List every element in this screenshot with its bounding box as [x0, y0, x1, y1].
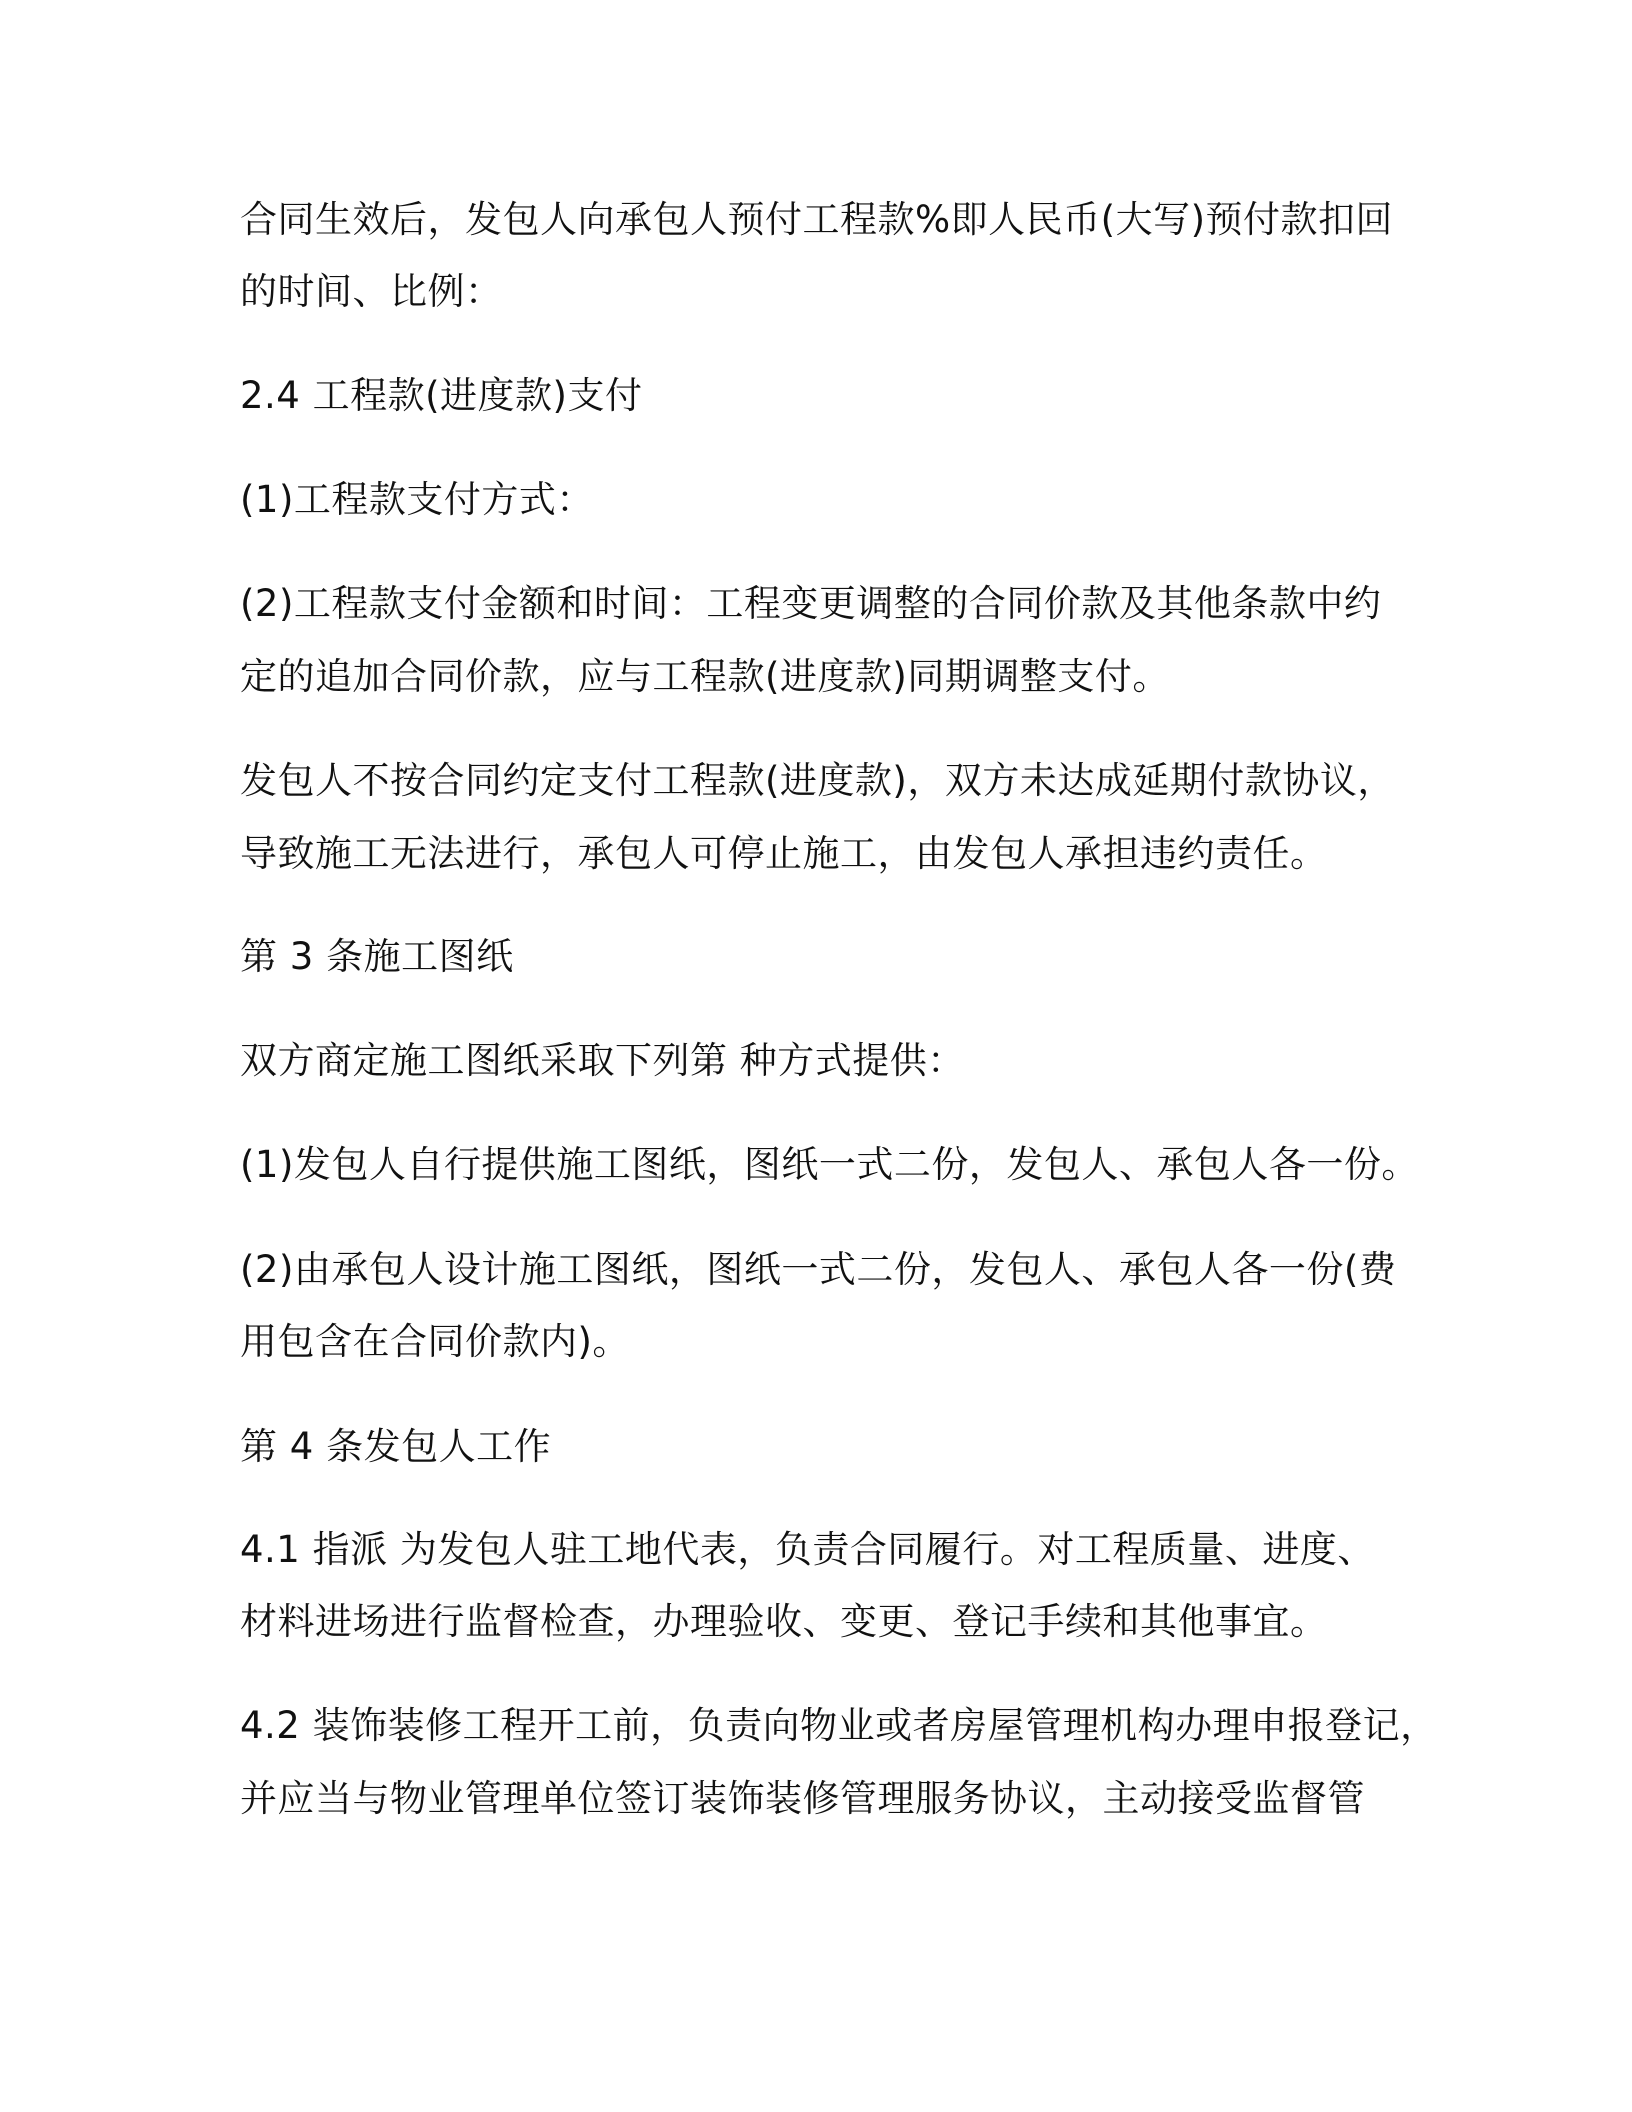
text-line: (1)工程款支付方式： [240, 478, 594, 521]
text-line: (1)发包人自行提供施工图纸，图纸一式二份，发包人、承包人各一份。 [240, 1143, 1419, 1186]
text-line: 4.1 指派 为发包人驻工地代表，负责合同履行。对工程质量、进度、 [240, 1528, 1375, 1571]
text-line: (2)工程款支付金额和时间：工程变更调整的合同价款及其他条款中约 [240, 582, 1382, 625]
section-heading: 第 4 条发包人工作 [240, 1425, 552, 1468]
text-line: 并应当与物业管理单位签订装饰装修管理服务协议，主动接受监督管 [240, 1777, 1365, 1820]
text-line: 定的追加合同价款，应与工程款(进度款)同期调整支付。 [240, 655, 1170, 698]
text-line: 发包人不按合同约定支付工程款(进度款)，双方未达成延期付款协议， [240, 759, 1395, 802]
text-line: 的时间、比例： [240, 270, 503, 313]
section-heading: 2.4 工程款(进度款)支付 [240, 374, 643, 417]
text-line: 材料进场进行监督检查，办理验收、变更、登记手续和其他事宜。 [240, 1600, 1328, 1643]
section-heading: 第 3 条施工图纸 [240, 935, 514, 978]
text-line: 4.2 装饰装修工程开工前，负责向物业或者房屋管理机构办理申报登记， [240, 1704, 1438, 1747]
text-line: (2)由承包人设计施工图纸，图纸一式二份，发包人、承包人各一份(费 [240, 1248, 1397, 1291]
text-line: 双方商定施工图纸采取下列第 种方式提供： [240, 1039, 965, 1082]
text-line: 用包含在合同价款内)。 [240, 1320, 630, 1363]
text-line: 导致施工无法进行，承包人可停止施工，由发包人承担违约责任。 [240, 832, 1328, 875]
text-line: 合同生效后，发包人向承包人预付工程款%即人民币(大写)预付款扣回 [240, 198, 1394, 241]
